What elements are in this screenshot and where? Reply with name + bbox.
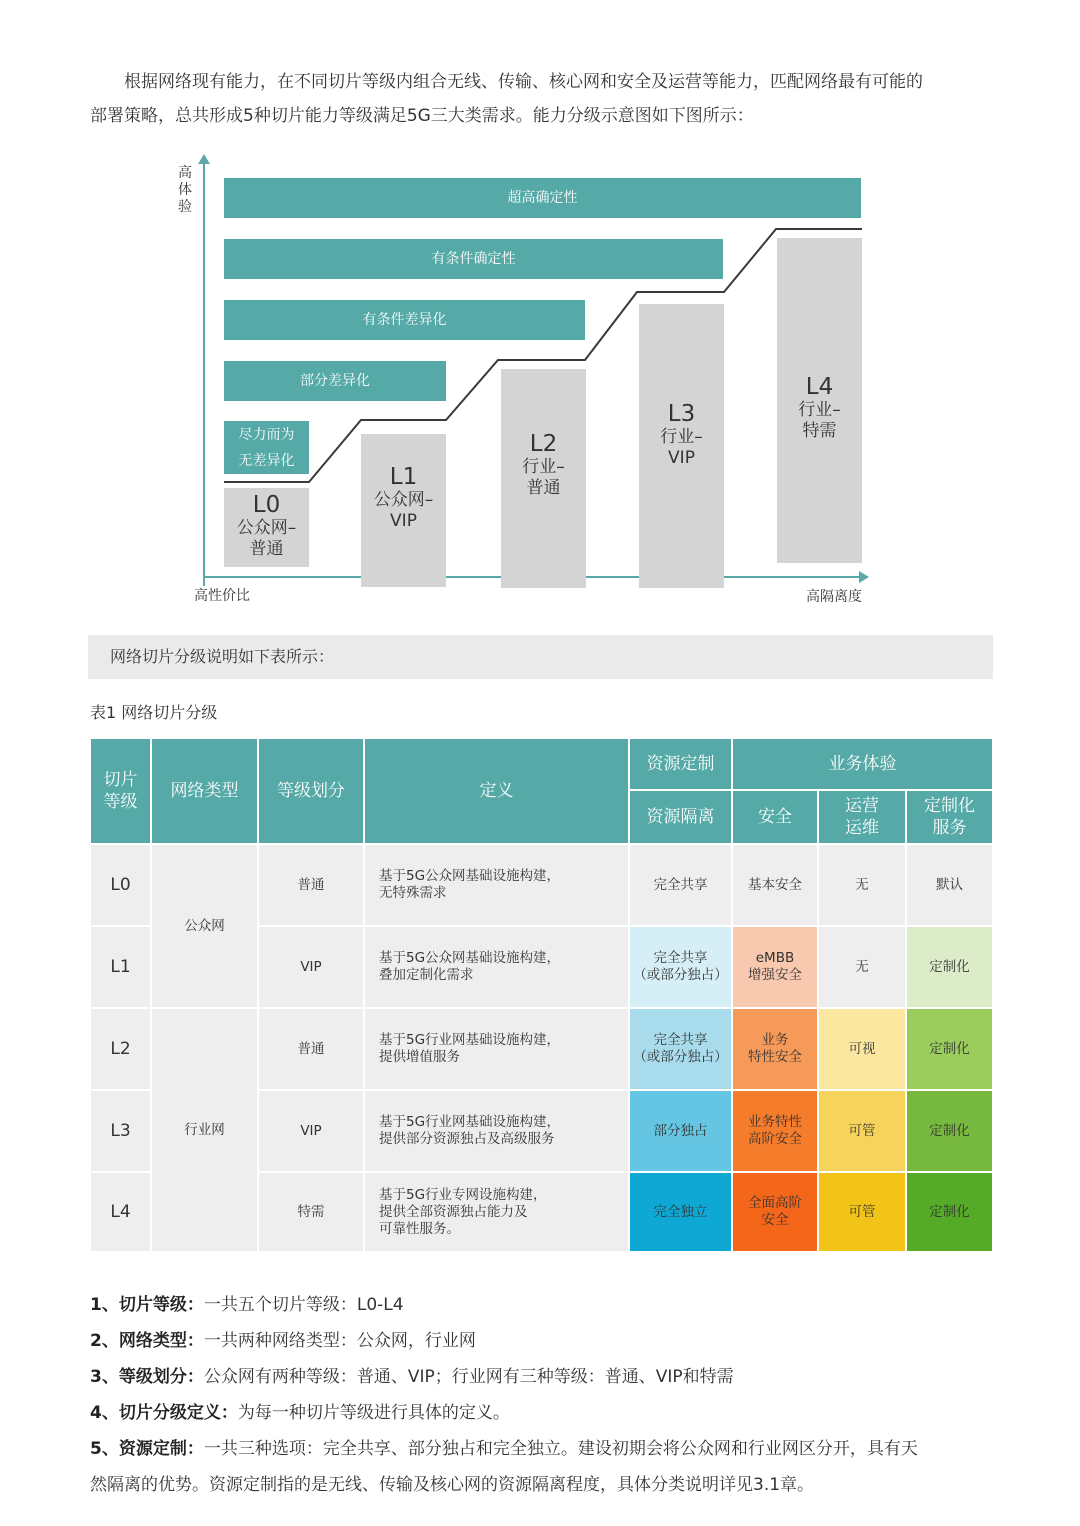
network-type-cell: 行业网 — [151, 1008, 258, 1252]
custom-cell: 定制化 — [906, 1008, 993, 1090]
header-level: 切片 等级 — [90, 738, 151, 844]
capability-diagram — [170, 155, 880, 615]
header-grade: 等级划分 — [258, 738, 364, 844]
level-box-l2: L2 行业– 普通 — [501, 369, 586, 588]
table-intro-bar: 网络切片分级说明如下表所示： — [88, 635, 993, 679]
header-definition: 定义 — [364, 738, 629, 844]
level-box-l1: L1 公众网– VIP — [361, 434, 446, 587]
security-cell: 全面高阶 安全 — [732, 1172, 818, 1252]
header-ops: 运营 运维 — [818, 790, 906, 844]
level-box-l3: L3 行业– VIP — [639, 304, 724, 588]
definition-cell: 基于5G行业网基础设施构建， 提供增值服务 — [364, 1008, 629, 1090]
ops-cell: 可管 — [818, 1090, 906, 1172]
band-best-effort: 尽力而为 无差异化 — [224, 421, 309, 474]
ops-cell: 可视 — [818, 1008, 906, 1090]
table-row — [90, 1008, 993, 1090]
isolation-cell: 完全独立 — [629, 1172, 732, 1252]
list-item: 1、切片等级：一共五个切片等级：L0-L4 — [90, 1295, 404, 1315]
level-cell: L1 — [90, 926, 151, 1008]
header-custom-service: 定制化 服务 — [906, 790, 993, 844]
slice-grading-table — [89, 737, 994, 1253]
band-conditional-differentiated: 有条件差异化 — [224, 300, 585, 340]
table-caption: 表1 网络切片分级 — [90, 703, 218, 722]
security-cell: 业务特性 高阶安全 — [732, 1090, 818, 1172]
definition-cell: 基于5G行业专网设施构建， 提供全部资源独占能力及 可靠性服务。 — [364, 1172, 629, 1252]
custom-cell: 定制化 — [906, 1090, 993, 1172]
x-axis-right-label: 高隔离度 — [806, 589, 862, 605]
definition-cell: 基于5G行业网基础设施构建， 提供部分资源独占及高级服务 — [364, 1090, 629, 1172]
security-cell: 基本安全 — [732, 844, 818, 926]
list-item-continuation: 然隔离的优势。资源定制指的是无线、传输及核心网的资源隔离程度，具体分类说明详见3.1章。 — [90, 1475, 815, 1495]
header-resource-custom: 资源定制 — [629, 738, 732, 790]
grade-cell: VIP — [258, 1090, 364, 1172]
band-conditional-deterministic: 有条件确定性 — [224, 239, 723, 279]
header-network-type: 网络类型 — [151, 738, 258, 844]
security-cell: eMBB 增强安全 — [732, 926, 818, 1008]
definition-cell: 基于5G公众网基础设施构建， 无特殊需求 — [364, 844, 629, 926]
network-type-cell: 公众网 — [151, 844, 258, 1008]
list-item: 4、切片分级定义：为每一种切片等级进行具体的定义。 — [90, 1403, 510, 1423]
grade-cell: VIP — [258, 926, 364, 1008]
security-cell: 业务 特性安全 — [732, 1008, 818, 1090]
definition-cell: 基于5G公众网基础设施构建， 叠加定制化需求 — [364, 926, 629, 1008]
x-axis-left-label: 高性价比 — [194, 588, 250, 604]
isolation-cell: 完全共享 （或部分独占） — [629, 926, 732, 1008]
list-item: 3、等级划分：公众网有两种等级：普通、VIP；行业网有三种等级：普通、VIP和特需 — [90, 1367, 734, 1387]
level-cell: L2 — [90, 1008, 151, 1090]
table-row — [90, 844, 993, 926]
ops-cell: 可管 — [818, 1172, 906, 1252]
grade-cell: 普通 — [258, 1008, 364, 1090]
intro-line-2: 部署策略，总共形成5种切片能力等级满足5G三大类需求。能力分级示意图如下图所示： — [90, 106, 754, 126]
intro-line-1: 根据网络现有能力，在不同切片等级内组合无线、传输、核心网和安全及运营等能力，匹配网络最有可能的 — [124, 72, 923, 92]
grade-cell: 普通 — [258, 844, 364, 926]
band-partial-differentiated: 部分差异化 — [224, 361, 446, 401]
list-item: 2、网络类型：一共两种网络类型：公众网，行业网 — [90, 1331, 476, 1351]
header-service-experience: 业务体验 — [732, 738, 993, 790]
band-ultra-deterministic: 超高确定性 — [224, 178, 861, 218]
explanation-list — [90, 1287, 990, 1503]
grade-cell: 特需 — [258, 1172, 364, 1252]
level-cell: L4 — [90, 1172, 151, 1252]
intro-paragraph — [90, 65, 990, 133]
list-item: 5、资源定制：一共三种选项：完全共享、部分独占和完全独立。建设初期会将公众网和行业网区分开，具有天 — [90, 1439, 918, 1459]
custom-cell: 定制化 — [906, 1172, 993, 1252]
level-cell: L0 — [90, 844, 151, 926]
custom-cell: 默认 — [906, 844, 993, 926]
level-cell: L3 — [90, 1090, 151, 1172]
level-box-l0: L0 公众网– 普通 — [224, 488, 309, 567]
custom-cell: 定制化 — [906, 926, 993, 1008]
ops-cell: 无 — [818, 926, 906, 1008]
isolation-cell: 部分独占 — [629, 1090, 732, 1172]
level-box-l4: L4 行业– 特需 — [777, 238, 862, 563]
isolation-cell: 完全共享 （或部分独占） — [629, 1008, 732, 1090]
header-resource-isolation: 资源隔离 — [629, 790, 732, 844]
header-security: 安全 — [732, 790, 818, 844]
ops-cell: 无 — [818, 844, 906, 926]
y-axis-label: 高体验 — [178, 165, 192, 215]
isolation-cell: 完全共享 — [629, 844, 732, 926]
